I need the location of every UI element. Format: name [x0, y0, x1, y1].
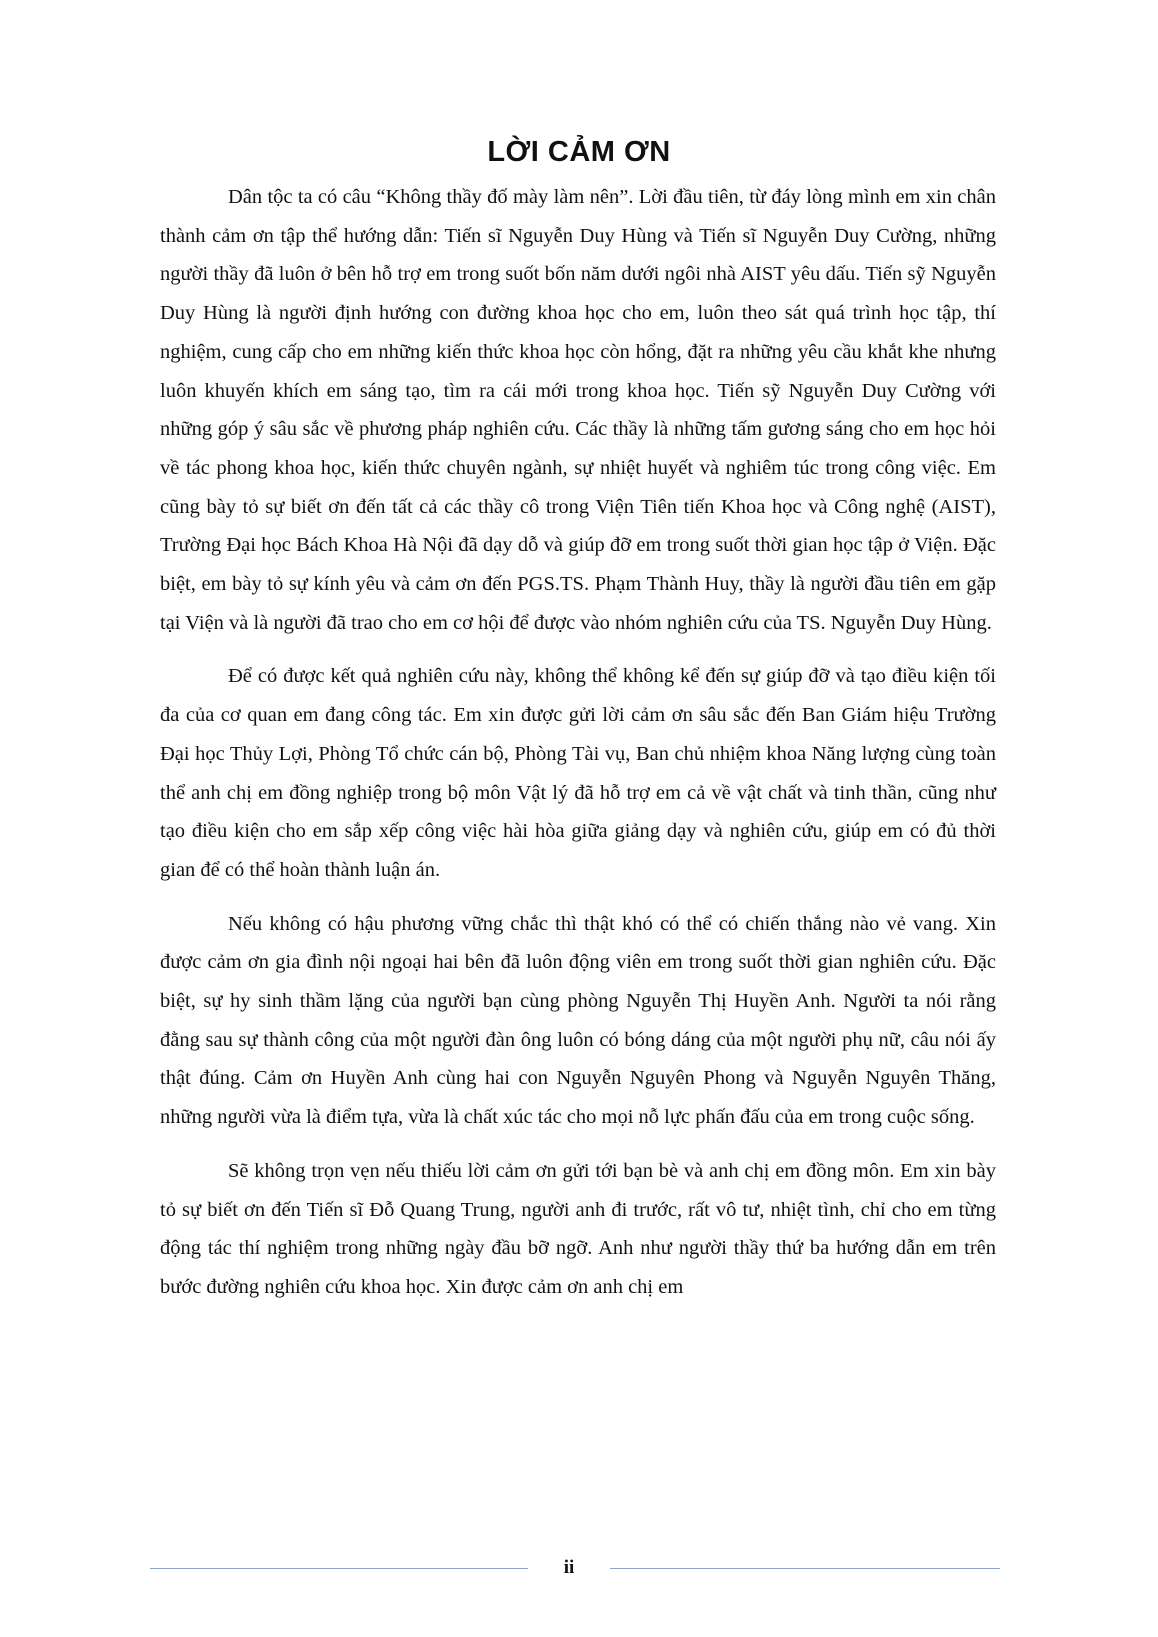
page-footer [150, 1557, 1000, 1581]
footer-rule-right [610, 1568, 1000, 1569]
page-number: ii [563, 1557, 575, 1578]
paragraph: Nếu không có hậu phương vững chắc thì thật khó có thể có chiến thắng nào vẻ vang. Xin được cảm ơn gia đình nội ngoại hai bên đã luôn động viên em trong suốt thời gian nghiên cứu. Đặc biệt, sự hy sinh thầm lặng của người bạn cùng phòng Nguyễn Thị Huyền Anh. Người ta nói rằng đằng sau sự thành công của một người đàn ông luôn có bóng dáng của một người phụ nữ, câu nói ấy thật đúng. Cảm ơn Huyền Anh cùng hai con Nguyễn Nguyên Phong và Nguyễn Nguyên Thăng, những người vừa là điểm tựa, vừa là chất xúc tác cho mọi nỗ lực phấn đấu của em trong cuộc sống. [160, 912, 996, 1129]
paragraph: Để có được kết quả nghiên cứu này, không thể không kể đến sự giúp đỡ và tạo điều kiện tối đa của cơ quan em đang công tác. Em xin được gửi lời cảm ơn sâu sắc đến Ban Giám hiệu Trường Đại học Thủy Lợi, Phòng Tổ chức cán bộ, Phòng Tài vụ, Ban chủ nhiệm khoa Năng lượng cùng toàn thể anh chị em đồng nghiệp trong bộ môn Vật lý đã hỗ trợ em cả về vật chất và tinh thần, cũng như tạo điều kiện cho em sắp xếp công việc hài hòa giữa giảng dạy và nghiên cứu, giúp em có đủ thời gian để có thể hoàn thành luận án. [160, 665, 996, 881]
paragraph: Sẽ không trọn vẹn nếu thiếu lời cảm ơn gửi tới bạn bè và anh chị em đồng môn. Em xin bày tỏ sự biết ơn đến Tiến sĩ Đỗ Quang Trung, người anh đi trước, rất vô tư, nhiệt tình, chỉ cho em từng động tác thí nghiệm trong những ngày đầu bỡ ngỡ. Anh như người thầy thứ ba hướng dẫn em trên bước đường nghiên cứu khoa học. Xin được cảm ơn anh chị em [160, 1159, 996, 1298]
acknowledgement-body [160, 178, 996, 1307]
page-title: LỜI CẢM ƠN [487, 136, 671, 168]
paragraph: Dân tộc ta có câu “Không thầy đố mày làm nên”. Lời đầu tiên, từ đáy lòng mình em xin chân thành cảm ơn tập thể hướng dẫn: Tiến sĩ Nguyễn Duy Hùng và Tiến sĩ Nguyễn Duy Cường, những người thầy đã luôn ở bên hỗ trợ em trong suốt bốn năm dưới ngôi nhà AIST yêu dấu. Tiến sỹ Nguyễn Duy Hùng là người định hướng con đường khoa học cho em, luôn theo sát quá trình học tập, thí nghiệm, cung cấp cho em những kiến thức khoa học còn hổng, đặt ra những yêu cầu khắt khe nhưng luôn khuyến khích em sáng tạo, tìm ra cái mới trong khoa học. Tiến sỹ Nguyễn Duy Cường với những góp ý sâu sắc về phương pháp nghiên cứu. Các thầy là những tấm gương sáng cho em học hỏi về tác phong khoa học, kiến thức chuyên ngành, sự nhiệt huyết và nghiêm túc trong công việc. Em cũng bày tỏ sự biết ơn đến tất cả các thầy cô trong Viện Tiên tiến Khoa học và Công nghệ (AIST), Trường Đại học Bách Khoa Hà Nội đã dạy dỗ và giúp đỡ em trong suốt thời gian học tập ở Viện. Đặc biệt, em bày tỏ sự kính yêu và cảm ơn đến PGS.TS. Phạm Thành Huy, thầy là người đầu tiên em gặp tại Viện và là người đã trao cho em cơ hội để được vào nhóm nghiên cứu của TS. Nguyễn Duy Hùng. [160, 186, 996, 634]
footer-rule-left [150, 1568, 528, 1569]
